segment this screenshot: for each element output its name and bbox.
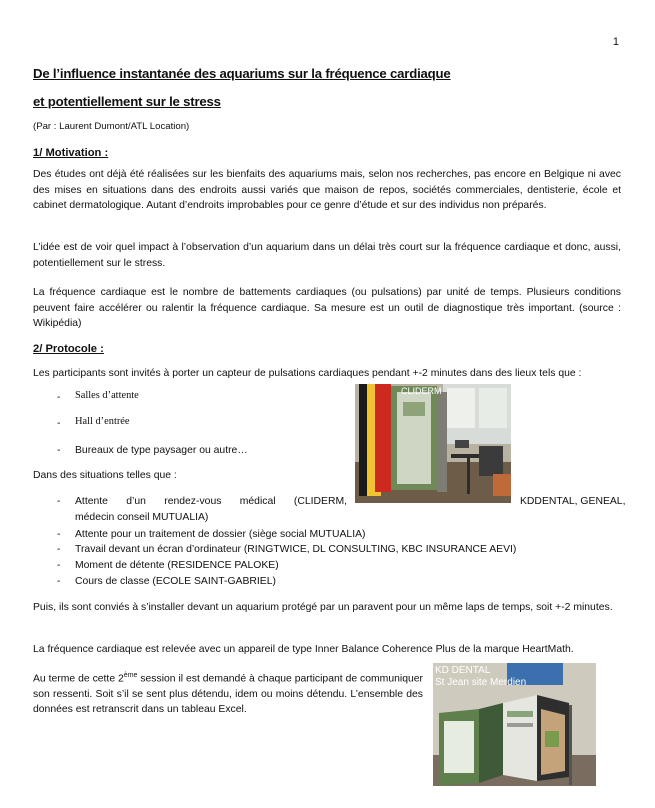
list-dash: - <box>57 576 61 587</box>
list-item-situation-start: Attente d’un rendez-vous médical (CLIDERM, <box>75 496 347 507</box>
page-number: 1 <box>612 36 619 48</box>
list-item-place: Hall d’entrée <box>75 416 130 427</box>
paragraph-motivation-1: Des études ont déjà été réalisées sur les bienfaits des aquariums mais, selon nos recherches, pas encore en Belgique ni avec des mises en situations dans des endroits aussi variés que maison de repos, sociétés commerciales, dentisterie, école et cabinet dermatologique. Autant d’endroits improbables pour ce genre d’étude et sur des individus non préparés. <box>33 169 621 211</box>
photo-label-line: St Jean site Merdien <box>435 677 527 688</box>
list-item-situation: Attente pour un traitement de dossier (siège social MUTUALIA) <box>75 529 366 540</box>
list-item-situation-cont: médecin conseil MUTUALIA) <box>75 512 209 523</box>
section-2-heading: 2/ Protocole : <box>33 343 104 355</box>
paragraph-session-end: Au terme de cette 2ème session il est demandé à chaque participant de communiquer son ressenti. Soit s’il se sent plus détendu, idem ou moins détendu. L’ensemble des données est retranscrit dans un tableau Excel. <box>33 672 423 716</box>
photo-label <box>435 665 526 689</box>
paragraph-protocol-intro: Les participants sont invités à porter un capteur de pulsations cardiaques pendant +-2 minutes dans des lieux tels que : <box>33 368 582 379</box>
photo-label: CLIDERM <box>401 386 442 396</box>
title-line-1: De l’influence instantanée des aquariums sur la fréquence cardiaque <box>33 66 451 81</box>
list-item-situation-end: KDDENTAL, GENEAL, <box>520 496 626 507</box>
list-dash: - <box>57 496 61 507</box>
paragraph-motivation-2: L’idée est de voir quel impact à l’observation d’un aquarium dans un délai très court sur la fréquence cardiaque et donc, aussi, potentiellement sur le stress. <box>33 242 621 269</box>
list-dash: - <box>57 418 61 429</box>
situations-intro: Dans des situations telles que : <box>33 470 177 481</box>
section-1-heading: 1/ Motivation : <box>33 147 109 159</box>
list-dash: - <box>57 529 61 540</box>
list-item-situation: Moment de détente (RESIDENCE PALOKE) <box>75 560 279 571</box>
list-item-situation: Travail devant un écran d’ordinateur (RINGTWICE, DL CONSULTING, KBC INSURANCE AEVI) <box>75 544 517 555</box>
list-dash: - <box>57 560 61 571</box>
byline: (Par : Laurent Dumont/ATL Location) <box>33 121 190 132</box>
paragraph-motivation-3: La fréquence cardiaque est le nombre de battements cardiaques (ou pulsations) par unité de temps. Plusieurs conditions peuvent faire accélérer ou ralentir la fréquence cardiaque. Sa mesure est un outil de diagnostique très important. (source : Wikipédia) <box>33 287 621 329</box>
photo-cliderm-waiting-room <box>355 384 511 503</box>
list-item-place: Bureaux de type paysager ou autre… <box>75 445 248 456</box>
list-item-place: Salles d’attente <box>75 390 139 401</box>
paragraph-aquarium: Puis, ils sont conviés à s’installer devant un aquarium protégé par un paravent pour un même laps de temps, soit +-2 minutes. <box>33 602 613 613</box>
list-dash: - <box>57 445 61 456</box>
list-dash: - <box>57 392 61 403</box>
photo-label-line: KD DENTAL <box>435 665 491 676</box>
list-dash: - <box>57 544 61 555</box>
photo-drawing <box>355 384 511 503</box>
list-item-situation: Cours de classe (ECOLE SAINT-GABRIEL) <box>75 576 276 587</box>
title-line-2: et potentiellement sur le stress <box>33 94 221 109</box>
paragraph-measurement: La fréquence cardiaque est relevée avec un appareil de type Inner Balance Coherence Plus de la marque HeartMath. <box>33 644 574 655</box>
photo-kd-dental-screen <box>433 663 596 786</box>
